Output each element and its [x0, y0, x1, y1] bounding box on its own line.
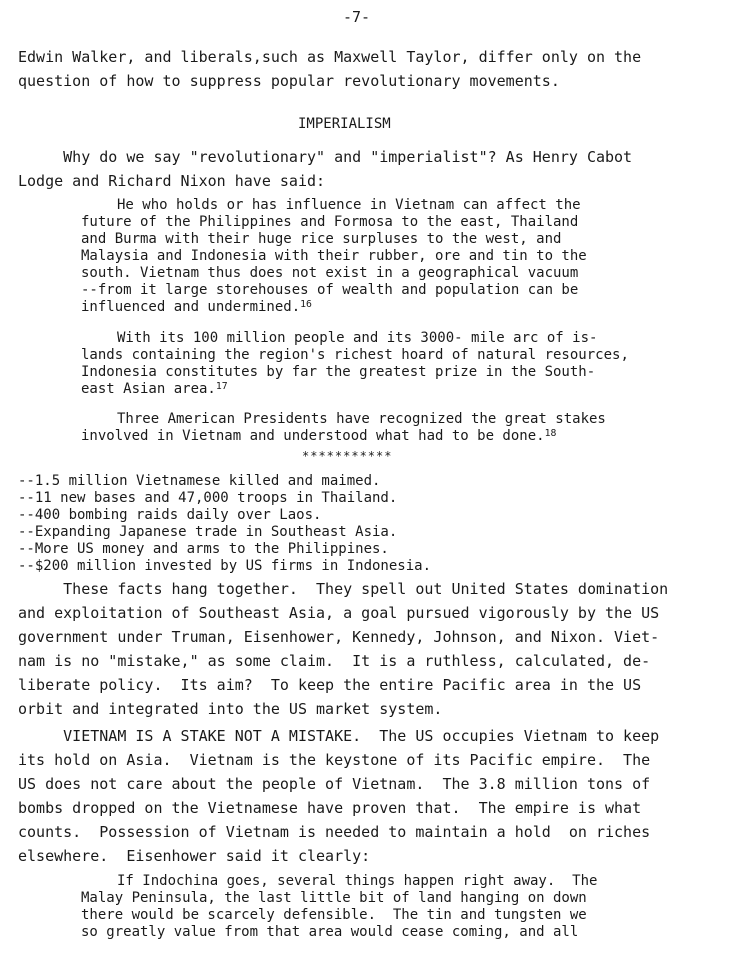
- quote-line: east Asian area.$^{17}$: [81, 380, 228, 397]
- list-item: --More US money and arms to the Philippines.: [18, 541, 389, 557]
- text-line: Lodge and Richard Nixon have said:: [18, 172, 326, 190]
- quote-line: influenced and undermined.$^{16}$: [81, 298, 312, 315]
- page-number: -7-: [343, 8, 371, 26]
- text-line: and exploitation of Southeast Asia, a goal pursued vigorously by the US: [18, 604, 660, 622]
- text-line: liberate policy. Its aim? To keep the entire Pacific area in the US: [18, 676, 642, 694]
- quote-line: so greatly value from that area would cease coming, and all: [81, 924, 579, 940]
- list-item: --$200 million invested by US firms in Indonesia.: [18, 558, 432, 574]
- quote-line: Indonesia constitutes by far the greatest prize in the South-: [81, 364, 596, 380]
- text-line: Why do we say "revolutionary" and "imperialist"? As Henry Cabot: [18, 148, 633, 166]
- quote-line: Three American Presidents have recognized the great stakes: [117, 411, 606, 427]
- footnote-ref-18: 18: [544, 427, 557, 439]
- footnote-ref-17: 17: [215, 380, 228, 392]
- quote-line: involved in Vietnam and understood what had to be done.$^{18}$: [81, 427, 557, 444]
- section-heading: IMPERIALISM: [298, 116, 391, 132]
- quote-line: --from it large storehouses of wealth and population can be: [81, 282, 579, 298]
- text-line: question of how to suppress popular revolutionary movements.: [18, 72, 560, 90]
- list-item: --400 bombing raids daily over Laos.: [18, 507, 322, 523]
- text-line: bombs dropped on the Vietnamese have proven that. The empire is what: [18, 799, 642, 817]
- list-item: --Expanding Japanese trade in Southeast Asia.: [18, 524, 398, 540]
- text-line: counts. Possession of Vietnam is needed to maintain a hold on riches: [18, 823, 651, 841]
- quote-line: there would be scarcely defensible. The tin and tungsten we: [81, 907, 587, 923]
- text-line: orbit and integrated into the US market system.: [18, 700, 443, 718]
- list-item: --1.5 million Vietnamese killed and maimed.: [18, 473, 381, 489]
- quote-line: Malay Peninsula, the last little bit of land hanging on down: [81, 890, 587, 906]
- section-divider-stars: ***********: [302, 449, 393, 463]
- text-line: VIETNAM IS A STAKE NOT A MISTAKE. The US occupies Vietnam to keep: [18, 727, 660, 745]
- quote-line: and Burma with their huge rice surpluses to the west, and: [81, 231, 562, 247]
- text-line: nam is no "mistake," as some claim. It is a ruthless, calculated, de-: [18, 652, 651, 670]
- text-line: elsewhere. Eisenhower said it clearly:: [18, 847, 371, 865]
- text-line: Edwin Walker, and liberals,such as Maxwell Taylor, differ only on the: [18, 48, 642, 66]
- text-line: government under Truman, Eisenhower, Kennedy, Johnson, and Nixon. Viet-: [18, 628, 660, 646]
- quote-line: lands containing the region's richest hoard of natural resources,: [81, 347, 629, 363]
- text-line: its hold on Asia. Vietnam is the keystone of its Pacific empire. The: [18, 751, 651, 769]
- quote-line: He who holds or has influence in Vietnam can affect the: [117, 197, 581, 213]
- text-line: US does not care about the people of Vietnam. The 3.8 million tons of: [18, 775, 651, 793]
- footnote-ref-16: 16: [300, 298, 312, 310]
- quote-line: If Indochina goes, several things happen right away. The: [117, 873, 598, 889]
- list-item: --11 new bases and 47,000 troops in Thailand.: [18, 490, 398, 506]
- text-line: These facts hang together. They spell out United States domination: [18, 580, 669, 598]
- quote-line: south. Vietnam thus does not exist in a geographical vacuum: [81, 265, 579, 281]
- quote-line: Malaysia and Indonesia with their rubber, ore and tin to the: [81, 248, 587, 264]
- quote-line: With its 100 million people and its 3000- mile arc of is-: [117, 330, 598, 346]
- quote-line: future of the Philippines and Formosa to the east, Thailand: [81, 214, 579, 230]
